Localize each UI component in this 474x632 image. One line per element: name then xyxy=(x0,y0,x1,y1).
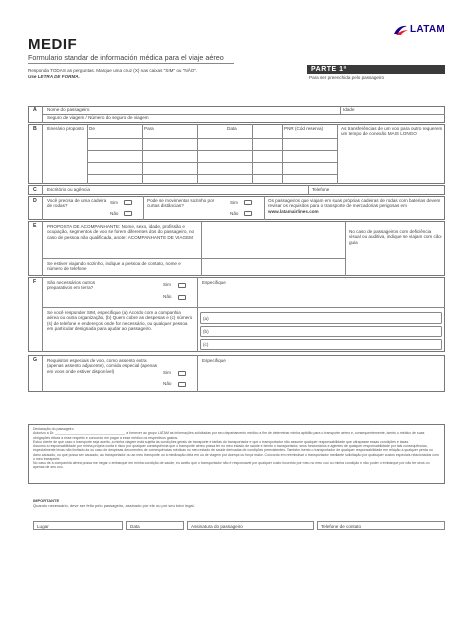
parte-badge: PARTE 1ª xyxy=(307,65,445,74)
section-e-letter: E xyxy=(33,223,37,229)
company-arrangement-question: Se você responder SIM, especifique (a) Acordo com a companhia aérea ou outra organização, (b) Quem cobre as despesas e (c) número (s) de telefone e endereços onde for necessário, ou qualquer pessoa em particular designada para ajudar ao passageiro. xyxy=(47,310,193,332)
age-field[interactable]: Idade xyxy=(343,107,355,112)
special-specify-label: Especifique xyxy=(202,358,226,363)
latam-logo xyxy=(393,23,453,37)
ground-no-checkbox[interactable] xyxy=(178,295,186,300)
arrangement-a-field[interactable] xyxy=(200,312,442,324)
instruction-text-2: Use LETRA DE FORMA. xyxy=(28,74,80,79)
move-yes-checkbox[interactable] xyxy=(244,200,252,205)
move-no-checkbox[interactable] xyxy=(244,211,252,216)
ground-arrangements-question: São necessários outros preparativos em terra? xyxy=(47,280,96,291)
travel-insurance-field[interactable]: Seguro de viagem / Número do seguro de viagem xyxy=(47,115,149,120)
wheelchair-no-label: Não xyxy=(110,211,119,216)
wheelchair-yes-label: Sim xyxy=(110,200,118,205)
battery-link[interactable]: www.latamairlines.com xyxy=(268,208,319,214)
battery-note xyxy=(268,198,443,214)
itinerary-col-pnr: PNR (Cód reserva) xyxy=(284,126,324,131)
section-d-letter: D xyxy=(33,198,37,204)
date-field[interactable] xyxy=(126,521,184,530)
signature-label: Assinatura do passageiro xyxy=(191,524,243,529)
wheelchair-no-checkbox[interactable] xyxy=(124,211,132,216)
ground-yes-checkbox[interactable] xyxy=(178,283,186,288)
section-f-letter: F xyxy=(33,279,37,285)
declaration-text xyxy=(33,427,441,483)
passenger-name-field[interactable]: Nome do passageiro xyxy=(47,107,90,112)
ground-specify-label: Especifique xyxy=(202,280,226,285)
latam-logo-icon xyxy=(393,24,409,36)
deficiency-note: No caso de passageiros com deficiência visual ou auditiva, indique se viajam com cão-guia xyxy=(349,229,443,245)
special-no-checkbox[interactable] xyxy=(178,382,186,387)
contact-phone-label: Telefone de contato xyxy=(321,524,362,529)
declaration-denial: No caso de a companhia aérea possa me negar o embarque em minha condição de saúde, eu aceito que o transportador não é responsável por qualquer custo incorrido por meu no meu voo ou minha condição e não poder o embarque por não ter seus ou apenas de seu voo. xyxy=(33,461,430,470)
section-c-letter: C xyxy=(33,187,37,193)
travel-alone-question: Se estiver viajando sozinho, indique a pessoa de contato, nome e número de telefone xyxy=(47,261,181,272)
phone-field[interactable]: Telefone xyxy=(312,187,330,192)
section-a-letter: A xyxy=(33,107,37,113)
itinerary-col-date: Data xyxy=(227,126,237,131)
signature-field[interactable] xyxy=(187,521,314,530)
special-requirements-question: Requisitos especiais de voo, como assento extra (apenas assento adjacente), comida especial (apenas em voos onde estiver disponível) xyxy=(47,358,158,374)
ground-no-label: Não xyxy=(163,294,172,299)
battery-note-text: Os passageiros que viajam em suas próprias cadeiras de rodas com baterias devem revisar os requisitos para o transporte de mercadorias perigosas em xyxy=(268,198,441,209)
arrangement-c-label: (c) xyxy=(203,342,209,347)
latam-logo-text: LATAM xyxy=(410,24,446,35)
parte-note: Para ser preenchida pelo passageiro xyxy=(309,75,385,80)
instruction-text: Responda TODAS as perguntas. Marque uma cruz (X) nas caixas "SIM" ou "NÃO". xyxy=(28,68,198,73)
declaration-conditions: Estou ciente de que caso o transporte seja aceito, a minha viagem está sujeita às condições gerais de transporte e tarifas do transportador e que o transportador não assume qualquer responsabilidade que ultrapasse essas condições e taxas. xyxy=(33,439,410,444)
special-yes-label: Sim xyxy=(163,370,171,375)
itinerary-col-to: Para xyxy=(144,126,154,131)
move-no-label: Não xyxy=(230,211,239,216)
page-subtitle: Formulario standar de información médica para el viaje aéreo xyxy=(28,53,224,62)
contact-phone-field[interactable] xyxy=(317,521,445,530)
section-g-letter: G xyxy=(33,357,38,363)
move-question: Pode se movimentar sozinho por curtas distâncias? xyxy=(147,198,215,209)
arrangement-b-label: (b) xyxy=(203,329,209,334)
declaration-authorization: Autorizo a Dr. ____________________________________ a fornecer ao grupo LATAM as informações solicitadas por seu departamento médico a fim de determinar minha aptidão para o transporte aéreo e, consequentemente, isento o médico de suas obrigações éticas a esse respeito e concordo em pagar a esse médico os respectivos gastos. xyxy=(33,431,425,440)
special-no-label: Não xyxy=(163,381,172,386)
special-yes-checkbox[interactable] xyxy=(178,371,186,376)
place-field[interactable] xyxy=(33,521,123,530)
important-text: Quando necessário, deve ser feito pelo passageiro, assinado por ele ou por seu tutor legal. xyxy=(33,503,195,508)
connection-note: As transferências de um voo para outro requerem um tempo de conexão MAIS LONGO xyxy=(341,126,443,137)
declaration-title: Declaração do passageiro xyxy=(33,427,74,431)
wheelchair-yes-checkbox[interactable] xyxy=(124,200,132,205)
move-yes-label: Sim xyxy=(230,200,238,205)
itinerary-label: Itinerário proposto xyxy=(47,126,85,131)
declaration-responsibility: Assumo a responsabilidade por minha própria conta e risco por qualquer consequência que o transporte aéreo possa ter no meu estado de saúde e isento o transportador, seus funcionários e agentes de qualquer responsabilidade por tais consequências, especialmente levas não limitado às ou caso de despesas decorrentes de consequências médicas no meu estado de saúde derivadas de condições preexistentes. Também isento o transportador de qualquer responsabilidade em relação a qualquer perda ou dano causado, ou que possa ser causado, ao transportador ou ao meu transporte ou à medicação dela em ou de viagem por doença ou força maior. Concordo em reembolsar o transportador mediante solicitação por quaisquer custos especiais relacionados com o meu transporte. xyxy=(33,444,439,461)
arrangement-b-field[interactable] xyxy=(200,326,442,337)
place-label: Lugar xyxy=(37,524,49,529)
date-label: Data xyxy=(130,524,140,529)
ground-yes-label: Sim xyxy=(163,282,171,287)
arrangement-c-field[interactable] xyxy=(200,339,442,350)
important-label: IMPORTANTE xyxy=(33,498,60,503)
companion-question: PROPOSTA DE ACOMPANHANTE: Nome, sexo, idade, profissão e ocupação, segmentos de voo se forem diferentes dos do passageiro, no caso de pessoa não qualificada, anote: ACOMPANHANTE DE VIAGEM xyxy=(47,224,195,240)
section-c xyxy=(28,185,445,195)
office-agency-field[interactable]: Escritório ou agência xyxy=(47,187,90,192)
section-b-letter: B xyxy=(33,126,37,132)
wheelchair-question: Você precisa de uma cadeira de rodas? xyxy=(47,198,107,209)
itinerary-col-from: De xyxy=(89,126,95,131)
page-title: MEDIF xyxy=(28,36,78,53)
arrangement-a-label: (a) xyxy=(203,316,209,321)
